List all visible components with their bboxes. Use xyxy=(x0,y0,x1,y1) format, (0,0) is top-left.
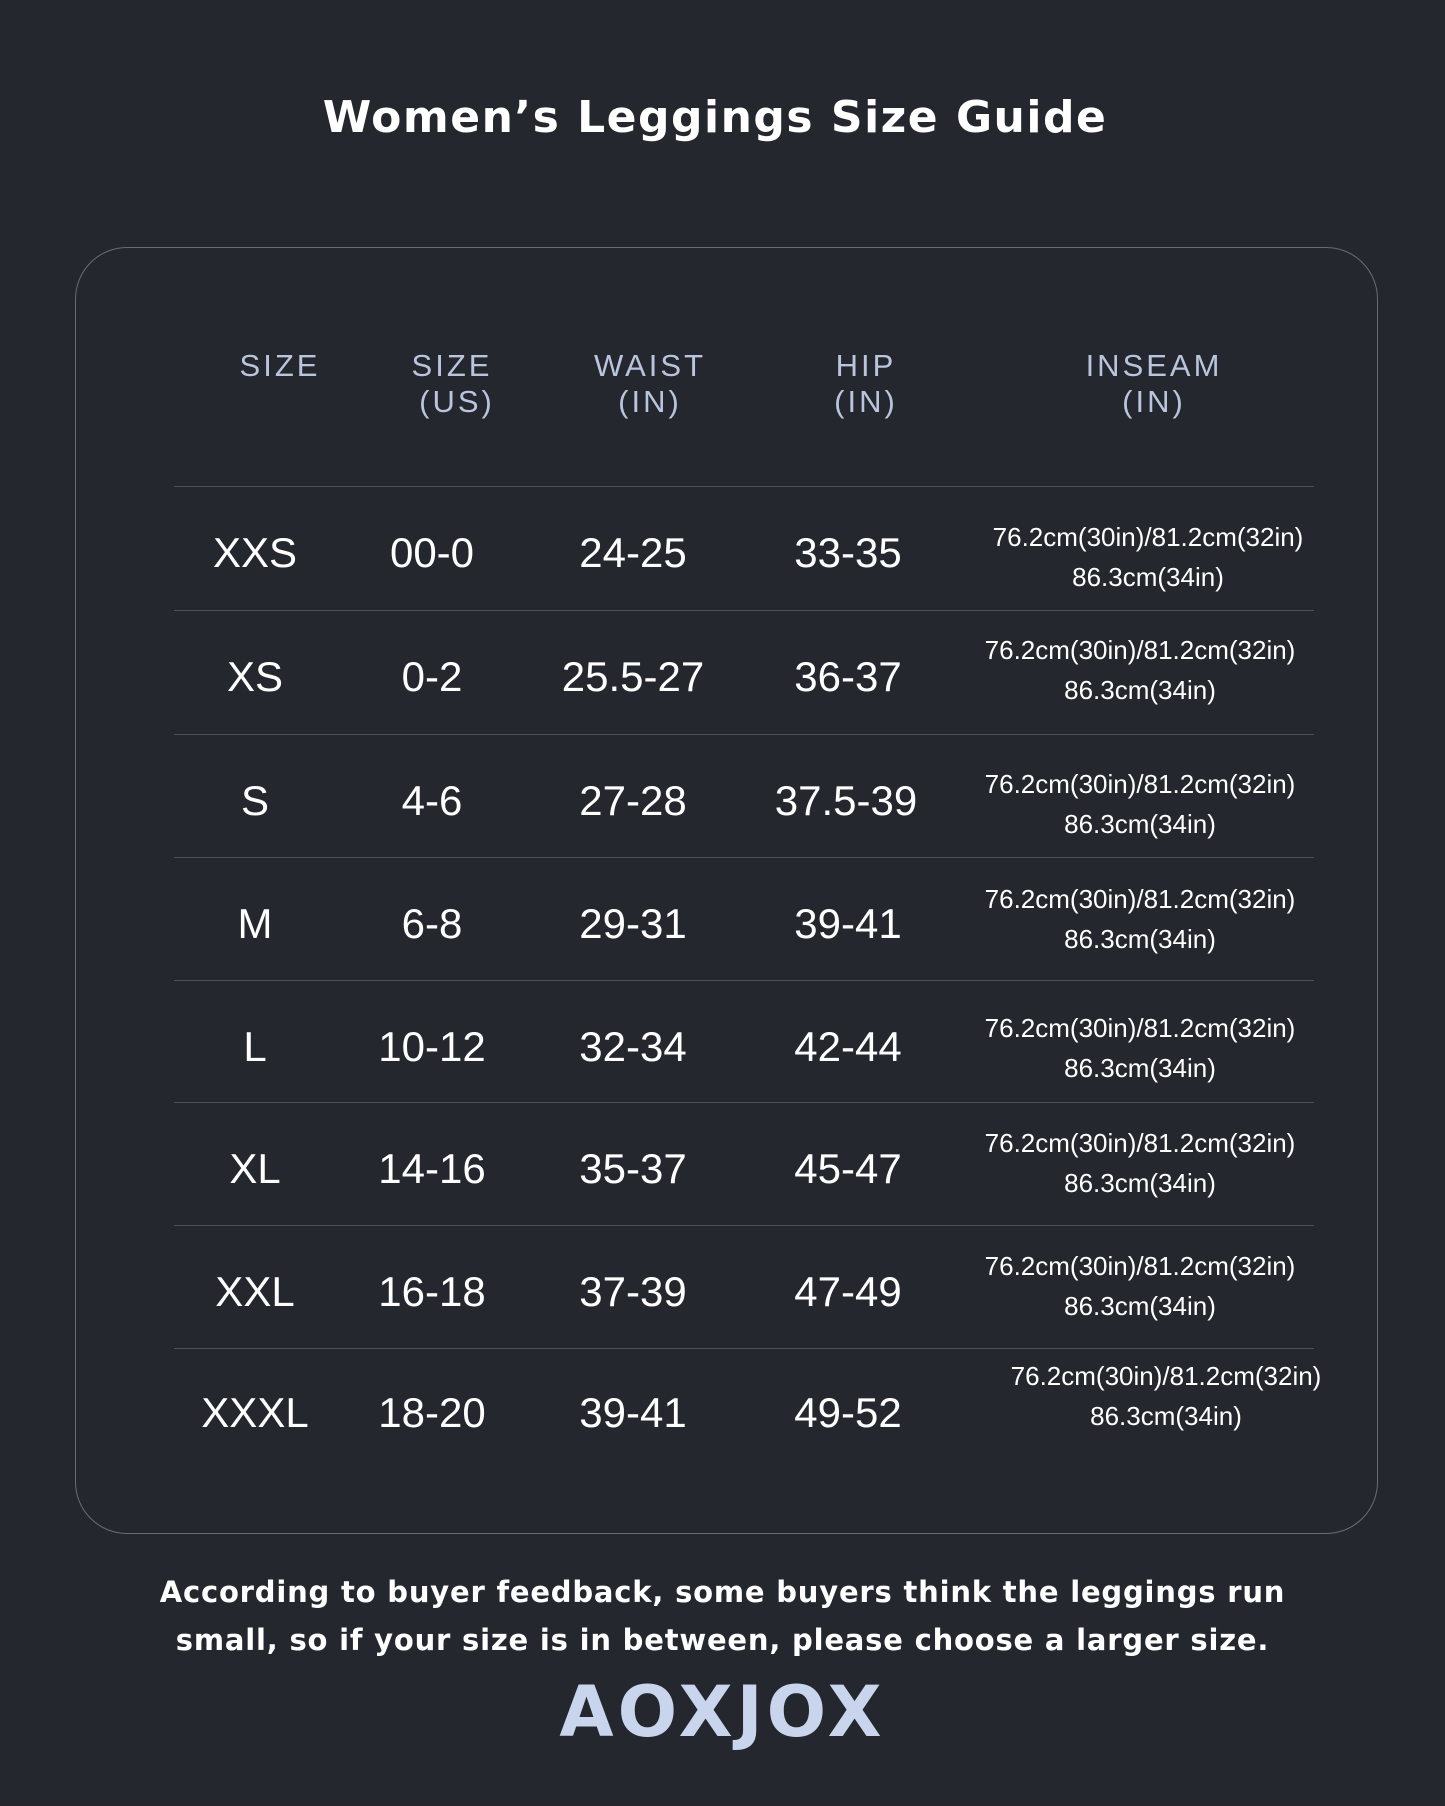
header-hip xyxy=(834,348,898,420)
cell-size-us: 10-12 xyxy=(378,1023,486,1070)
cell-inseam-line2: 86.3cm(34in) xyxy=(1064,1053,1216,1083)
header-hip-line2: (IN) xyxy=(834,384,898,419)
cell-inseam-line1: 76.2cm(30in)/81.2cm(32in) xyxy=(984,1251,1296,1281)
cell-size-us: 0-2 xyxy=(401,653,463,700)
cell-size-us: 14-16 xyxy=(378,1145,486,1192)
cell-inseam-line1: 76.2cm(30in)/81.2cm(32in) xyxy=(1010,1361,1322,1391)
page-title: Women’s Leggings Size Guide xyxy=(322,92,1108,143)
cell-inseam-line1: 76.2cm(30in)/81.2cm(32in) xyxy=(984,884,1296,914)
cell-inseam-line2: 86.3cm(34in) xyxy=(1090,1401,1242,1431)
cell-size: XXL xyxy=(215,1268,295,1315)
cell-waist: 32-34 xyxy=(579,1023,687,1070)
row-divider xyxy=(174,1225,1314,1226)
cell-size: M xyxy=(237,900,273,947)
cell-size: XXS xyxy=(212,529,298,576)
cell-size: XL xyxy=(229,1145,281,1192)
cell-hip: 39-41 xyxy=(794,900,902,947)
cell-inseam xyxy=(985,1246,1296,1326)
cell-inseam xyxy=(993,517,1304,597)
cell-inseam xyxy=(1011,1356,1322,1436)
header-inseam xyxy=(1086,348,1223,420)
header-size-us-line1: SIZE xyxy=(411,348,493,383)
sizing-note-line2: small, so if your size is in between, please choose a larger size. xyxy=(175,1623,1270,1657)
row-divider xyxy=(174,486,1314,487)
cell-inseam xyxy=(985,879,1296,959)
cell-hip: 36-37 xyxy=(794,653,902,700)
cell-size-us: 16-18 xyxy=(378,1268,486,1315)
row-divider xyxy=(174,980,1314,981)
cell-size: XXXL xyxy=(201,1389,309,1436)
cell-inseam-line2: 86.3cm(34in) xyxy=(1064,1291,1216,1321)
cell-inseam-line1: 76.2cm(30in)/81.2cm(32in) xyxy=(984,635,1296,665)
row-divider xyxy=(174,1102,1314,1103)
cell-waist: 24-25 xyxy=(579,529,687,576)
cell-size-us: 18-20 xyxy=(378,1389,486,1436)
cell-inseam xyxy=(985,1008,1296,1088)
row-divider xyxy=(174,610,1314,611)
cell-size: L xyxy=(243,1023,267,1070)
cell-size: XS xyxy=(226,653,284,700)
cell-inseam-line1: 76.2cm(30in)/81.2cm(32in) xyxy=(992,522,1304,552)
cell-inseam-line1: 76.2cm(30in)/81.2cm(32in) xyxy=(984,1128,1296,1158)
header-waist-line2: (IN) xyxy=(618,384,682,419)
cell-waist: 37-39 xyxy=(579,1268,687,1315)
cell-inseam-line2: 86.3cm(34in) xyxy=(1064,675,1216,705)
cell-hip: 47-49 xyxy=(794,1268,902,1315)
cell-hip: 33-35 xyxy=(794,529,902,576)
row-divider xyxy=(174,857,1314,858)
header-size-label: SIZE xyxy=(239,348,321,383)
header-size xyxy=(240,348,321,384)
cell-waist: 35-37 xyxy=(579,1145,687,1192)
cell-waist: 27-28 xyxy=(579,777,687,824)
cell-inseam-line1: 76.2cm(30in)/81.2cm(32in) xyxy=(984,769,1296,799)
cell-waist: 25.5-27 xyxy=(561,653,705,700)
cell-inseam-line1: 76.2cm(30in)/81.2cm(32in) xyxy=(984,1013,1296,1043)
header-size-us-line2: (US) xyxy=(419,384,495,419)
cell-inseam-line2: 86.3cm(34in) xyxy=(1072,562,1224,592)
cell-hip: 37.5-39 xyxy=(774,777,918,824)
header-waist-line1: WAIST xyxy=(593,348,707,383)
sizing-note xyxy=(0,1568,1445,1664)
cell-inseam-line2: 86.3cm(34in) xyxy=(1064,809,1216,839)
cell-inseam-line2: 86.3cm(34in) xyxy=(1064,1168,1216,1198)
header-waist xyxy=(594,348,706,420)
cell-size-us: 4-6 xyxy=(401,777,463,824)
cell-inseam-line2: 86.3cm(34in) xyxy=(1064,924,1216,954)
cell-size-us: 00-0 xyxy=(389,529,475,576)
cell-waist: 39-41 xyxy=(579,1389,687,1436)
brand-logo: AOXJOX xyxy=(559,1671,886,1753)
cell-inseam xyxy=(985,630,1296,710)
cell-inseam xyxy=(985,764,1296,844)
row-divider xyxy=(174,1348,1314,1349)
row-divider xyxy=(174,734,1314,735)
header-inseam-line1: INSEAM xyxy=(1085,348,1223,383)
cell-hip: 45-47 xyxy=(794,1145,902,1192)
header-hip-line1: HIP xyxy=(835,348,897,383)
cell-inseam xyxy=(985,1123,1296,1203)
cell-size-us: 6-8 xyxy=(401,900,463,947)
cell-hip: 42-44 xyxy=(794,1023,902,1070)
header-size-us xyxy=(409,348,495,420)
header-inseam-line2: (IN) xyxy=(1122,384,1186,419)
cell-waist: 29-31 xyxy=(579,900,687,947)
cell-hip: 49-52 xyxy=(794,1389,902,1436)
cell-size: S xyxy=(240,777,270,824)
sizing-note-line1: According to buyer feedback, some buyers think the leggings run xyxy=(159,1575,1286,1609)
